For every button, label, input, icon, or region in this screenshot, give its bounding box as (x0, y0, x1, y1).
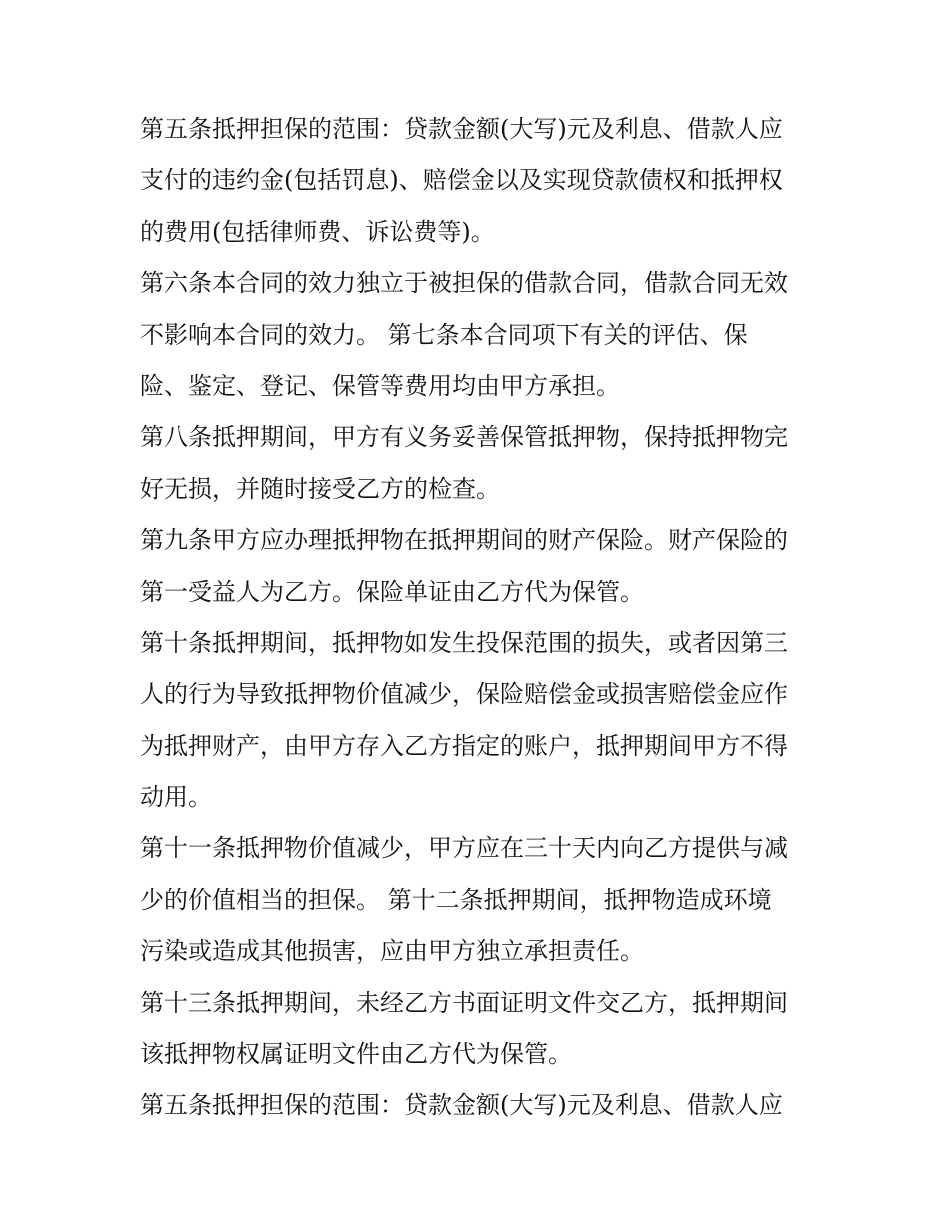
text-line: 第一受益人为乙方。保险单证由乙方代为保管。 (140, 577, 644, 606)
text-line: 第十条抵押期间，抵押物如发生投保范围的损失，或者因第三 (140, 628, 788, 657)
text-line: 第九条甲方应办理抵押物在抵押期间的财产保险。财产保险的 (140, 526, 788, 555)
text-line: 第六条本合同的效力独立于被担保的借款合同，借款合同无效 (140, 269, 788, 298)
document-body (140, 104, 820, 1132)
text-line: 动用。 (140, 783, 212, 812)
text-line: 第十一条抵押物价值减少，甲方应在三十天内向乙方提供与减 (140, 834, 788, 863)
text-line: 险、鉴定、登记、保管等费用均由甲方承担。 (140, 371, 620, 400)
text-line: 第五条抵押担保的范围：贷款金额(大写)元及利息、借款人应 (140, 1091, 783, 1120)
text-line: 支付的违约金(包括罚息)、赔偿金以及实现贷款债权和抵押权 (140, 166, 783, 195)
text-line: 污染或造成其他损害，应由甲方独立承担责任。 (140, 937, 644, 966)
text-line: 的费用(包括律师费、诉讼费等)。 (140, 217, 495, 246)
text-line: 为抵押财产，由甲方存入乙方指定的账户，抵押期间甲方不得 (140, 731, 788, 760)
text-line: 好无损，并随时接受乙方的检查。 (140, 474, 500, 503)
text-line: 不影响本合同的效力。 第七条本合同项下有关的评估、保 (140, 320, 748, 349)
text-line: 第十三条抵押期间，未经乙方书面证明文件交乙方，抵押期间 (140, 988, 788, 1017)
text-line: 人的行为导致抵押物价值减少，保险赔偿金或损害赔偿金应作 (140, 680, 788, 709)
text-line: 第五条抵押担保的范围：贷款金额(大写)元及利息、借款人应 (140, 115, 783, 143)
text-line: 该抵押物权属证明文件由乙方代为保管。 (140, 1040, 572, 1069)
text-line: 第八条抵押期间，甲方有义务妥善保管抵押物，保持抵押物完 (140, 423, 788, 452)
text-line: 少的价值相当的担保。 第十二条抵押期间，抵押物造成环境 (140, 885, 772, 914)
